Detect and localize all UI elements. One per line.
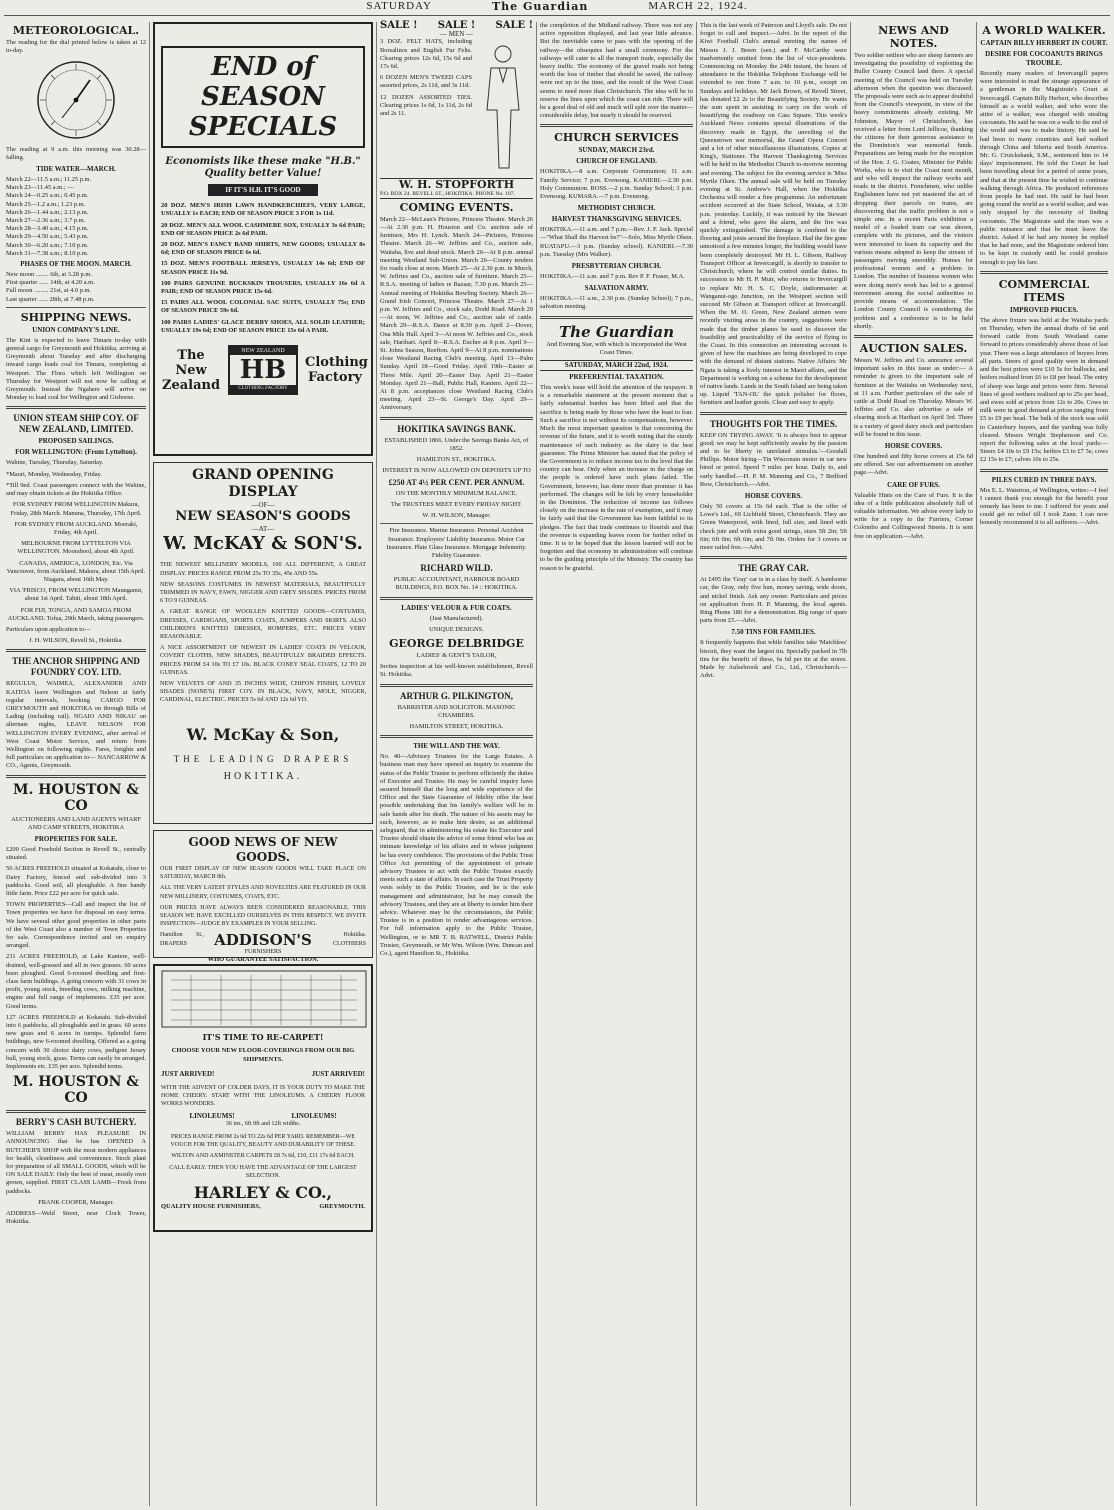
tide-heading: TIDE WATER—MARCH. xyxy=(36,165,116,174)
note: *Till 9ed. Coast passengers connect with the Wahine, and may obtain tickets at the Hokitika Office. xyxy=(6,481,146,498)
local-news: This is the last week of Paterson and Lloyd's sale. Do not forget to call and inspect.—Advt. In the report of the Kiwi Football Club's annual meeting the names of Messrs J. J. Breen (sen.) and F. McCarthy were inadvertently omitted from the list of vice-presidents. Commencing on Monday the 24th instant, the hours of attendance in the Hokitika Telephone Exchange will be extended to run from 7 a.m. to 10 p.m., except on Sundays and holidays. Mr Jack Brown, of Revell Street, has donated £2 2s to the Beautifying Society. He wants the sum spent in assisting to carry on the work of beautifying the roadway on Cass Square. This week's Auckland News contains special illustrations of the discovery made in Egypt, the unveiling of the Queenstown war memorial, the Grand Opera Concert and a lot of other miscellaneous illustrations. Copies at King's, Stationer. The Harvest Thanksgiving Services will be held in the Methodist Church to-morrow morning and evening. The subject for the evening service is 'Miss Myrtle Olsen. The annual sale will be held on Tuesday evening at St. Andrew's Hall, when the Hokitika Orchestra will render a fine programme. An unfortunate accident occurred at the State School, Waiata, at 3.30 p.m. yesterday. Luckily, it was noticed by the Stewart and a friend, who gave the alarm, and the fire was quickly extinguished. The damage is confined to the flooring and joists around the fireplace. Had the fire gone unnoticed a few minutes longer, the building would have been completely destroyed. Mr H. L. Gibson, Railway Transport Officer at Invercargill, is shortly to transfer to Christchurch, where he will control similar duties. In succession to Mr H. P. Muir, who returns to Invercargill to replace Mr. H. S. C. Doyle, stationmaster at Wanganui-ogo Junction, on the Westport section will succeed Mr Gibson at Transport officer at Invercargill. When the M. O. Green, New Zealand airmen were recently visiting areas in the country, suggestions were made that the timber planes be used to discover the feasibility and practicability of the service of flying to the Coast. In this connection an interesting account is given of how the machines are being developed to cope with the demand of distant stations. Native Affairs: Mr Ngata is taking a lively interest in Maori affairs, and the Department is working on a scheme for the development of native lands. Lands in the South Island are being taken up. Liquid 'TAN-OL' the quick polisher for floors, furniture and leather goods. Clean and easy to apply. xyxy=(700,22,847,407)
berry-sig: FRANK COOPER, Manager. xyxy=(38,1198,114,1206)
hb-band: NEW ZEALAND xyxy=(230,347,296,355)
bank-est: ESTABLISHED 1866. Under the Savings Banks Act, of 1852. xyxy=(384,436,529,452)
of-label: —OF— xyxy=(251,501,275,509)
lino-row xyxy=(161,1112,365,1120)
salvation-body: HOKITIKA.—11 a.m., 2.30 p.m. (Sunday School); 7 p.m., salvation meeting. xyxy=(540,295,693,311)
economists-slogan: Economists like these make "H.B." Quality better Value! xyxy=(165,156,361,179)
piles-body: Mrs E. L. Waterton, of Wellington, writes:—I feel I cannot thank you enough for the benefit your remedy has been to me. I suffered for years and could get no relief till I took Zann. I can now honestly recommend it to all sufferers.—Advt. xyxy=(980,486,1108,527)
berry-body: WILLIAM BERRY HAS PLEASURE IN ANNOUNCING that he has OPENED A BUTCHER'S SHOP with the most modern appliances for health, cleanliness and convenience. Stock plant for preparation of all SMALL GOODS, which will be ON SALE DAILY. Only the best of meat, mostly own grown, supplied. FIRST CLASS LAMB—Fresh from paddocks. xyxy=(6,1130,146,1195)
church-date: SUNDAY, MARCH 23rd. xyxy=(578,146,655,155)
will-body: No. 40—Advisory Trustees for the Large Estates. A business man may have opened an inquiry to examine the status of the Public Trustee to perform efficiently the duties of Executor and Trustee. He may be careful inquiry have assured himself that the long and wide experience of the Office and the State Guarantee of fidelity offer the best possible undertaking that his family's welfare will be in safe hands after his death. The nature of his assets may be such, however, as to make him desire, as an additional safeguard, that in administering his estate his Executor and Trustee should obtain the advice of some friend who has an intimate knowledge of his affairs and in whose judgment he has every confidence. The provisions of the Public Trust Office Act permitting of the appointment of private advisory Trustees to act with the Public Trustee exactly meets such a state of affairs. In such case the Trust Property vests solely in the Public Trustee, and he is the sole management and administrator, but he may consult the advisory Trustees, and they are at liberty to tender him their advice. Whatever may be the circumstances, the Public Trustee is in a position to render advantageous services. For full information apply to the Public Trustee, Wellington, or to MR T. B. RATWELL, District Public Trustee, Greymouth, or Mr Wm. Wilson (Wm. Duncan and Co.), agent Hamilton St., Hokitika. xyxy=(380,753,533,958)
prop-127: 127 ACRES FREEHOLD at Kokatahi. Sub-divided into 6 paddocks, all ploughable and in grass. 60 acres new grass and 6 acres in turnips. Splendid farm buildings, new 6-roomed dwelling. Offered as a going concern with 30 choice dairy cows, pedigree Jersey bull, young stock, grass. Terms can easily be arranged. Implements etc. £35 per acre. Splendid terms. xyxy=(6,1013,146,1071)
mckay-item: NEW VELVETS OF AND 35 INCHES WIDE, CHIFON FINISH, LOVELY SHADES (NONE'S) FIRST COY. IN BLACK, NAVY, MOLE, NIGGER, CARDINAL, ELECTRIC. PRICES 5s 6d AND 12s 6d YD. xyxy=(160,680,366,704)
new-season-goods: NEW SEASON'S GOODS xyxy=(175,509,351,525)
guardian-date: SATURDAY, MARCH 22nd, 1924. xyxy=(540,360,693,371)
masthead-date: MARCH 22, 1924. xyxy=(648,0,748,12)
addison-left: Hamilton St., DRAPERS xyxy=(160,932,204,947)
special-item: 15 PAIRS ALL WOOL COLONIAL SAC SUITS, USUALLY 75s; END OF SEASON PRICE 59s 6d. xyxy=(161,299,365,315)
men-label: — MEN — xyxy=(439,30,474,39)
methodist-body: HOKITIKA.—11 a.m. and 7 p.m.—Rev. J. F. Jack. Special—"What Shall the Harvest be?"—Solo, Miss Myrtle Olsen. RUATAPU.—3 p.m. (Sunday school). KANIERI.—7.30 p.m. Tuesday (Mrs Walker). xyxy=(540,226,693,258)
column-5 xyxy=(700,22,847,1506)
berry-addr: ADDRESS—Weld Street, near Clock Tower, Hokitika. xyxy=(6,1210,146,1226)
tins-body: It frequently happens that while families take 'Matchless' biscuit, they want the largest tin. Specially packed in 7lb tins for the benefit of these, 6s 6d per tin at the stores. Made by Aulsebrook and Co., Ltd., Christchurch.—Advt. xyxy=(700,639,847,680)
tide-row: March 30—6.20 a.m.; 7.10 p.m. xyxy=(6,241,89,249)
just-arrived: JUST ARRIVED! xyxy=(311,1069,365,1078)
special-item: 20 DOZ. MEN'S FANCY BAND SHIRTS, NEW GOODS; USUALLY 8s 6d; END OF SEASON PRICE 6s 6d. xyxy=(161,241,365,257)
carpet-illustration xyxy=(161,970,367,1028)
particulars: Particulars upon application to— xyxy=(6,625,91,633)
fiji: FOR FIJI, TONGA, AND SAMOA FROM AUCKLAND. Tofua, 29th March, taking passengers. xyxy=(7,606,145,622)
moon-row: Full moon ......... 21st, at 4.0 p.m. xyxy=(6,287,92,295)
mckay-item: A GREAT RANGE OF WOOLLEN KNITTED GOODS—COSTUMES, DRESSES, CARDIGANS, SPORTS COATS, JUMPERS AND SKIRTS. ALSO CHILDREN'S KNITTED DRESSES, ROMPERS, ETC. PRICES VERY REASONABLE. xyxy=(160,608,366,641)
column-rule xyxy=(149,22,150,1506)
hb-logo xyxy=(228,345,298,395)
richard-wild: RICHARD WILD. xyxy=(420,563,493,574)
town-props: TOWN PROPERTIES—Call and inspect the list of Town properties we have for disposal on easy terms. We have several other good properties in other parts of the West Coast also a number of Town Properties for sale. Correspondence invited and on enquiry arranged. xyxy=(6,901,146,950)
sale-word: SALE ! xyxy=(437,20,476,31)
end-of-season-title: END of SEASON SPECIALS xyxy=(161,46,365,148)
walker-sub2: DESIRE FOR COCOANUTS BRINGS TROUBLE. xyxy=(985,50,1103,67)
continued-text: the completion of the Midland railway. There was not any active opposition displayed, and last year little advance. But the inevitable came to pass with the opening of the railway—the obsequies had a small ceremony. For the railways will cater to all the transport trade, especially the heavy traffic. The economy of the gravel roads not being worth the loss of timber that should be saved, the railway were not up to the time, and the result of the West Coast seems to need more than Christchurch. The idea will be to reserve the lines upon which the coast can ride. There will be a good deal of old and much will split over the matter—considerable delay, but nearly it should be reserved. xyxy=(540,22,693,120)
furs-heading: CARE OF FURS. xyxy=(887,480,940,489)
news-notes-heading: NEWS AND NOTES. xyxy=(878,24,949,50)
recarpet: IT'S TIME TO RE-CARPET! xyxy=(202,1032,324,1043)
column-rule xyxy=(536,22,537,1506)
hb-footer xyxy=(161,345,368,395)
addison-sign xyxy=(160,931,366,947)
column-4 xyxy=(540,22,693,1506)
gray-heading: THE GRAY CAR. xyxy=(738,563,809,574)
special-item: 100 PAIRS GENUINE BUCKSKIN TROUSERS, USUALLY 16s 6d A PAIR; END OF SEASON PRICE 15s 6d. xyxy=(161,279,365,296)
methodist-heading: METHODIST CHURCH. xyxy=(577,204,656,213)
column-rule xyxy=(696,22,697,1506)
colder-days: WITH THE ADVENT OF COLDER DAYS, IT IS YOUR DUTY TO MAKE THE HOME CHEERY. START WITH THE LINOLEUMS. A CHEERY FLOOR WORKS WONDERS. xyxy=(161,1085,365,1108)
harley-sub-left: QUALITY HOUSE FURNISHERS, xyxy=(161,1203,261,1211)
column-7 xyxy=(980,22,1108,1506)
moon-row: Last quarter ...... 28th, at 7.48 p.m. xyxy=(6,295,95,303)
shipping-heading: SHIPPING NEWS. xyxy=(20,310,132,324)
thoughts-body: KEEP ON TRYING AWAY. 'It is always best to appear good; we may be kept sufficiently awake by the passion and to be liberty in unrelated stimulus.'—Goodall Phillips. Motor hiring—Tin Wisconsin motor in car new hired or petrol. Speed 7 miles per hour. Daily to, and early handled.—H. P. M. Manning and Co., 7 Bedford Row, Christchurch.—Advt. xyxy=(700,431,847,488)
maori: *Maori, Monday, Wednesday, Friday. xyxy=(6,470,102,478)
presbyterian-body: HOKITIKA.—11 a.m. and 7 p.m. Rev P. F. Fraser, M.A. xyxy=(540,273,685,281)
gn-line: OUR PRICES HAVE ALWAYS BEEN CONSIDERED REASONABLE. THIS SEASON WE HAVE EXCELLED OURSELVES IN THIS RESPECT. WE INVITE INSPECTION—JUDGE BY EXAMPLES IN YOUR SELLING. xyxy=(160,904,366,928)
will-heading: THE WILL AND THE WAY. xyxy=(413,742,500,751)
addison-guarantee: WHO GUARANTEE SATISFACTION. xyxy=(207,956,319,964)
prop-231: 231 ACRES FREEHOLD, at Lake Kaniere, well-drained, well-grassed and all in two grasses. 60 acres been ploughed. Good 6-roomed dwelling and first-class farm buildings. A going concern with 31 cows in profit, young stock, breeding cows, milking machine, engine and full range of implements. £35 per acre. Good terms. xyxy=(6,953,146,1010)
lino-label: LINOLEUMS! xyxy=(189,1111,235,1120)
mckay-item: THE NEWEST MILLINERY MODELS, 100 ALL DIFFERENT, A GREAT DISPLAY. PRICES RANGE FROM 25s TO 35s, 45s AND 55s. xyxy=(160,561,366,577)
auction-body: Messrs W. Jeffries and Co. announce several important sales in this issue as under:— A reminder is given to the important sale of furniture at the Waitaha on Wednesday next, at 11 a.m. Further particulars of the sale of cattle at Dodd Road on Thursday. Messrs W. Jeffries and Co. also advertise a sale of clearing stock at Harihari on April 3rd. There is a variety of good dairy stock and particulars will be found in this issue. xyxy=(854,356,973,438)
addison-sub: FURNISHERS xyxy=(244,948,282,955)
news-notes-body: Two soldier settlers who are sheep farmers are investigating the possibility of exploiting the Buller County Council land there. A special meeting of the Council was held on Tuesday afternoon when the question was discussed. The proposals were such as to appear doubtful from the Council's viewpoint, in view of the heavy commitments already existing. Mr Johnston, Mayor of Christchurch, has received a letter from Lord Jellicoe, thanking the citizens for their generous assistance to the Dominion's war memorial funds. Preparations are being made for the reception of the Hon. J. G. Coates, Minister for Public Works, who is to visit the Coast next month, and who will inspect the railway works and roads in the district. Frenchmen, who unlike Englishmen have not yet mastered the art of dropping their parcels on trams, are discovering that the traffic problem is not a simple one. In a recent Paris exhibition a model of a loaded tram car was shown, complete with its pictures, and the visitors were interested to learn its capacity and the various means adopted to keep the stream of passengers moving smoothly. Homes for professional women and a problem in London. The number of business women who were doing men's work has led to a general movement among the social authorities to provide means of accommodation. The London County Council is considering the problem and a conference is to be held shortly. xyxy=(854,52,973,330)
houston-heading: M. HOUSTON & CO xyxy=(13,781,139,814)
harley-sub-right: GREYMOUTH. xyxy=(319,1203,365,1211)
pil-addr: HAMILTON STREET, HOKITIKA. xyxy=(409,722,504,730)
hb-right-text: Clothing Factory xyxy=(305,355,368,386)
for-wellington: FOR WELLINGTON: (From Lyttelton). xyxy=(15,448,137,457)
covers-body: One hundred and fifty horse covers at 15s 6d are offered. See our advertisement on another page.—Advt. xyxy=(854,452,973,477)
salvation-heading: SALVATION ARMY. xyxy=(584,284,649,293)
sydney-wellington: FOR SYDNEY FROM WELLINGTON Makura, Friday, 28th March. Manuna, Thursday, 17th April. xyxy=(10,501,142,517)
masthead xyxy=(4,0,1110,16)
piles-heading: PILES CURED IN THREE DAYS. xyxy=(991,475,1097,484)
covers-heading: HORSE COVERS. xyxy=(884,441,943,450)
delbridge-sub: LADIES' & GENT'S TAILOR, xyxy=(416,651,497,659)
tide-table xyxy=(6,176,146,258)
thoughts-heading: THOUGHTS FOR THE TIMES. xyxy=(709,418,838,429)
hb-mark: HB xyxy=(239,355,287,386)
delbridge: GEORGE DELBRIDGE xyxy=(389,636,524,650)
tide-row: March 25—1.2 a.m.; 1.23 p.m. xyxy=(6,200,86,208)
church-heading: CHURCH SERVICES xyxy=(554,131,679,145)
sale-word: SALE ! xyxy=(495,20,533,31)
prop-50: 50 ACRES FREEHOLD situated at Kokatahi, close to Dairy Factory, fenced and sub-divided into 3 paddocks. Good soil, all ploughable. A fine handy little farm. Price £22 per acre for quick sale. xyxy=(6,865,146,897)
wild-sub: PUBLIC ACCOUNTANT, HARBOUR BOARD BUILDINGS, P.O. BOX No. 14 :: HOKITIKA. xyxy=(393,576,520,592)
auction-heading: AUCTION SALES. xyxy=(859,341,968,355)
special-item: 100 PAIRS LADIES' GLACE DERBY SHOES, ALL SOLID LEATHER; USUALLY 19s 6d; END OF SEASON PRICE 15s 6d A PAIR. xyxy=(161,318,365,334)
improved-prices: IMPROVED PRICES. xyxy=(1009,305,1079,314)
harley-ad xyxy=(153,964,373,1232)
union-body: The Kini is expected to leave Timaru to-day with general cargo for Greymouth and Hokitika, arriving at Greymouth about Tuesday and after discharging inward cargo loads coal for Timaru, completing at Westport. The Flora which left Wellington on Thursday for Westport will not now be calling at Greymouth. Instead the Ngahere will arrive on Monday to load coal for Wellington and Gisborne. xyxy=(6,336,146,402)
guardian-title: The Guardian xyxy=(559,322,674,341)
houston-sub: AUCTIONEERS AND LAND AGENTS WHARF AND CAMP STREETS, HOKITIKA xyxy=(11,815,141,831)
choose: CHOOSE YOUR NEW FLOOR-COVERINGS FROM OUR BIG SHIPMENTS. xyxy=(171,1047,355,1063)
stopforth-addr: P.O. BOX 24. REVELL ST., HOKITIKA. PHONE No. 107. xyxy=(380,190,533,199)
column-2 xyxy=(153,22,373,1506)
mckay-ad xyxy=(153,462,373,824)
guardian-sub: And Evening Star, with which is incorporated the West Coast Times. xyxy=(546,340,687,356)
masthead-day: SATURDAY xyxy=(366,0,432,12)
sale-banner xyxy=(380,22,533,30)
canada: CANADA, AMERICA, LONDON, Etc. Via Vancouver, from Auckland. Makura, about 15th April. Niagara, about 16th May. xyxy=(6,559,146,583)
mckay-sign: W. McKay & Son, xyxy=(186,724,340,744)
gn-line: ALL THE VERY LATEST STYLES AND NOVELTIES ARE FEATURED IN OUR NEW MILLINERY, COSTUMES, COATS, ETC. xyxy=(160,885,366,900)
wahine: Wahine, Tuesday, Thursday, Saturday. xyxy=(6,459,104,467)
world-walker-heading: A WORLD WALKER. xyxy=(982,24,1106,37)
union-heading: UNION COMPANY'S LINE. xyxy=(32,325,120,334)
gray-body: At £495 the 'Gray' car is in a class by itself. A handsome car, the Gray, only five hun, money saving, wide doors, and nickel finish. Ask any owner. Particulars and prices on application from H. P. Manning, the local agents. Ring Phone 186 for a demonstration. Big range of spare parts from £5.—Advt. xyxy=(700,576,847,625)
coe-heading: CHURCH OF ENGLAND. xyxy=(576,157,657,166)
anchor-body: REGULUS, WAIMEA, ALEXANDER AND KAITOA leave Wellington and Nelson at fairly regular intervals, booking CARGO FOR GREYMOUTH and HOKITIKA on through Bills of Lading (including rail). NGAIO AND NIKAU on alternate nights, LEAVE NELSON FOR WELLINGTON EVERY EVENING, after arrival of West Coast Motor Service, and return from Wellington on following nights. Fares, freights and full particulars on application to— NANCARROW & CO., Agents, Greymouth. xyxy=(6,680,146,770)
hb-good-tag: IF IT'S H.B. IT'S GOOD xyxy=(208,184,318,196)
meteo-reading: The reading at 9 a.m. this morning was 30.28—falling. xyxy=(6,145,146,161)
horse-heading: HORSE COVERS. xyxy=(744,491,803,500)
props-heading: PROPERTIES FOR SALE. xyxy=(34,834,118,843)
special-item: 20 DOZ. MEN'S ALL WOOL CASHMERE SOX, USUALLY 3s 6d PAIR; END OF SEASON PRICE 2s 6d PAIR. xyxy=(161,221,365,237)
addison-title: ADDISON'S xyxy=(214,930,312,949)
hb-specials-ad xyxy=(153,22,373,456)
bank-interest: INTEREST IS NOW ALLOWED ON DEPOSITS UP TO xyxy=(382,467,531,475)
column-3 xyxy=(380,22,533,1506)
pref-heading: PREFERENTIAL TAXATION. xyxy=(569,373,664,382)
sydney-auckland: FOR SYDNEY FROM AUCKLAND. Moeraki, Friday, 4th April. xyxy=(14,520,138,536)
harley-title: HARLEY & CO., xyxy=(193,1183,333,1203)
bank-amount: £250 AT 4½ PER CENT. PER ANNUM. xyxy=(388,477,525,487)
pilkington: ARTHUR G. PILKINGTON, xyxy=(399,690,514,701)
addison-ad xyxy=(153,830,373,964)
horse-body: Only 50 covers at 15s 6d each. That is the offer of Lowe's Ltd., 69 Lichfield Street, Christchurch. They are Green Waterproof, with lined, full size, and lined with check jute and with extra good strings, sizes 5ft 2in; 5ft 6in; 6ft 0in; 6ft 6in; and 7ft 0in. Orders for 3 covers or more railed free.—Advt. xyxy=(700,502,847,551)
mckay-item: A NICE ASSORTMENT OF NEWEST IN LADIES' COATS IN VELOUR, COVERT CLOTHS, NEW SHADES, BEAUTIFULLY BRAIDED EFFECTS. PRICES FROM £4 10s TO £7 10s. BLACK CONEY SEAL COATS, 12 TO 20 GUINEAS. xyxy=(160,644,366,676)
just-arrived-row xyxy=(161,1070,365,1078)
tide-row: March 31—7.38 a.m.; 8.10 p.m. xyxy=(6,249,89,257)
pil-sub: BARRISTER AND SOLICITOR. MASONIC CHAMBERS. xyxy=(397,703,516,719)
mckay-item: NEW SEASONS COSTUMES IN NEWEST MATERIALS, BEAUTIFULLY TRIMMED IN NAVY, FAWN, NIGGER AND GREY SHADES. PRICES FROM 6 TO 9 GUINEAS. xyxy=(160,580,366,605)
moon-heading: PHASES OF THE MOON. MARCH. xyxy=(20,260,132,269)
column-6 xyxy=(854,22,973,1506)
trustees: The TRUSTEES MEET EVERY FRIDAY NIGHT. xyxy=(390,500,523,508)
commercial-heading: COMMERCIAL ITEMS xyxy=(998,277,1090,304)
sale-items xyxy=(380,38,533,178)
meteorological-heading: METEOROLOGICAL. xyxy=(12,24,140,37)
good-news: GOOD NEWS OF NEW GOODS. xyxy=(188,835,338,864)
column-rule xyxy=(850,22,851,1506)
grand-opening: GRAND OPENING DISPLAY xyxy=(192,467,334,500)
walker-sub: CAPTAIN BILLY HERBERT IN COURT. xyxy=(980,39,1108,47)
coming-events: COMING EVENTS. xyxy=(399,200,514,214)
harley-sub xyxy=(161,1203,365,1211)
tide-row: March 22—11.5 a.m.; 11.25 p.m. xyxy=(6,176,92,184)
hb-sub: CLOTHING FACTORY xyxy=(230,385,296,393)
masthead-title: The Guardian xyxy=(492,0,589,13)
lino-label: LINOLEUMS! xyxy=(291,1111,337,1120)
at-label: —AT— xyxy=(251,525,275,534)
usco-heading: UNION STEAM SHIP COY. OF NEW ZEALAND, LIMITED. xyxy=(13,413,139,435)
moon-row: New moon ........ 6th, at 3.28 p.m. xyxy=(6,271,92,279)
sale-item: 6 DOZEN MEN'S TWEED CAPS assorted prices, 2s 11d, and 3s 11d. xyxy=(380,74,472,90)
bank-balance: ON THE MONTHLY MINIMUM BALANCE. xyxy=(395,489,518,497)
call-early: CALL EARLY. THEN YOU HAVE THE ADVANTAGE OF THE LARGEST SELECTION. xyxy=(169,1164,357,1179)
tide-row: March 28—3.40 a.m.; 4.15 p.m. xyxy=(6,225,89,233)
sale-word: SALE ! xyxy=(380,20,418,31)
bank-manager: W. H. WILSON, Manager. xyxy=(422,512,491,520)
sale-item: 12 DOZEN ASSORTED TIES. Clearing prices 1s 6d, 1s 11d, 2s 6d and 2s 11. xyxy=(380,93,472,118)
lino-price: PRICES RANGE FROM 2s 6d TO 22s 6d PER YARD. REMEMBER—WE VOUCH FOR THE QUALITY, BEAUTY AND DURABILITY OF THESE. xyxy=(170,1134,356,1149)
furs-body: Valuable Hints on the Care of Furs. It is the idea of a little publication absolutely full of valuable information. We advise every lady to write for a copy to the Furriers, Corner Colombo and Collingwood Streets. It is sent free on application.—Advt. xyxy=(854,491,973,540)
column-rule xyxy=(976,22,977,1506)
bank-addr: HAMILTON ST., HOKITIKA. xyxy=(416,456,497,464)
column-1 xyxy=(6,22,146,1506)
melbourne: MELBOURNE FROM LYTTELTON VIA WELLINGTON. Moorabool, about 4th April. xyxy=(17,540,135,556)
wilton: WILTON AND AXMINSTER CARPETS £8 7s 6d, £10, £11 17s 6d EACH. xyxy=(171,1153,355,1160)
tins-heading: 7.50 TINS FOR FAMILIES. xyxy=(731,628,816,637)
hokitika: HOKITIKA. xyxy=(223,770,303,782)
sale-item: 3 DOZ. FELT HATS, including Borsalinos and English Fur Felts. Clearing prices 12s 6d, 15s 6d and 17s 6d. xyxy=(380,38,472,71)
barometer-dial xyxy=(6,58,146,142)
column-rule xyxy=(376,22,377,1506)
insurance: Fire Insurance. Marine Insurance. Personal Accident Insurance. Employers' Liability Insurance. Motor Car Insurance. Plate Glass Insurance. Mortgage Indemnity. Fidelity Guarantee. xyxy=(386,527,527,559)
commercial-body: The above fixture was held at the Waitaha yards on Thursday, when the annual drafts of fat and forward cattle from South Westland came forward to prices considerably above those of last year. There was a large attendance of buyers from all parts. Steers of good quality were in demand and the best prices were £10 5s for bullocks, and heifers realised from £6 to £8 per head. The entry of sheep was large and prices were firm. Several lines of good wethers realised up to 25s per head, and ewes sold at prices from 12s to 20s. Cows in milk were in good demand at prices ranging from £5 to £9 per head. The bulk of the stock was sold to Canterbury buyers, and the yarding was fully cleared. Messrs Wright Stephenson and Co. report the following sales at the local yards:—Steers £4 10s to £9 15s; heifers £3 to £7 5s; cows £2 15s to £7; calves 10s to 25s. xyxy=(980,316,1108,464)
houston-footer: M. HOUSTON & CO xyxy=(13,1074,139,1107)
berry-heading: BERRY'S CASH BUTCHERY. xyxy=(15,1117,137,1128)
frisco: VIA 'FRISCO, FROM WELLINGTON Maunganui, about 1st April. Tahiti, about 18th April. xyxy=(9,587,143,603)
moon-row: First quarter ...... 14th, at 4.20 a.m. xyxy=(6,279,95,287)
gn-line: OUR FIRST DISPLAY OF NEW SEASON GOODS WILL TAKE PLACE ON SATURDAY, MARCH 8th. xyxy=(160,866,366,881)
just-arrived: JUST ARRIVED! xyxy=(161,1069,215,1078)
tide-row: March 29—4.50 a.m.; 5.43 p.m. xyxy=(6,233,89,241)
ladies-coats: LADIES' VELOUR & FUR COATS. xyxy=(401,603,512,612)
meteo-intro: The reading for the dial printed below is taken at 12 to-day. xyxy=(6,39,146,55)
stopforth: W. H. STOPFORTH xyxy=(380,178,533,189)
presbyterian-heading: PRESBYTERIAN CHURCH. xyxy=(571,262,662,271)
mckay-title: W. McKAY & SON'S. xyxy=(163,533,363,555)
prop-200: £200 Good Freehold Section in Revell St., centrally situated. xyxy=(6,845,146,862)
coe-body: HOKITIKA.—8 a.m. Corporate Communion; 11 a.m. Family Service; 7 p.m. Evensong. KANIERI.—2.30 p.m. Holy Communion. ROSS.—2 p.m. Sunday School; 3 p.m. Evensong. KUMARA.—7 p.m. Evensong. xyxy=(540,168,693,201)
lino-widths: 36 ins., 6ft 9ft and 12ft widths. xyxy=(225,1120,301,1127)
special-item: 15 DOZ. MEN'S FOOTBALL JERSEYS, USUALLY 14s 6d; END OF SEASON PRICE 11s 9d. xyxy=(161,260,365,276)
tide-row: March 24—0.25 a.m.; 0.45 p.m. xyxy=(6,192,89,200)
leading-drapers: THE LEADING DRAPERS xyxy=(173,753,353,764)
just-mfd: (Just Manufactured). xyxy=(429,614,484,622)
harvest-heading: HARVEST THANKSGIVING SERVICES. xyxy=(551,215,682,224)
man-figure-illustration xyxy=(477,40,529,172)
delbridge-body: Invites inspection at his well-known establishment, Revell St. Hokitika. xyxy=(380,663,533,679)
agent: J. H. WILSON, Revell St., Hokitika. xyxy=(29,637,123,645)
unique: UNIQUE DESIGNS. xyxy=(429,625,484,633)
anchor-heading: THE ANCHOR SHIPPING AND FOUNDRY COY. LTD. xyxy=(12,656,140,678)
events-list: March 22—McLean's Pictures, Princess Theatre. March 26—At 2.30 p.m. H. Houston and Co. auction sale of furniture, Mrs H. Lynch. March 24—Pictures, Princess Theatre. March 26—W. Jeffries and Co., auction sale, Waitaha, live and dead stock. March 26—At 8 p.m. annual meeting Westland Sub-Union. March 26—County tenders for roads close at noon. March 25—At 2.30 p.m. in Murch, W. Jeffries and Co., auction sale of furniture. March 25—R.S.A. meeting of ladies re Bazaar, 7.30 p.m. March 25—Annual meeting of Hokitika Bowling Society. March 26—Grand Irish Concert, Princess Theatre. March 27—At 1 p.m. W. Jeffries and Co., stock sale, Dodd Road. March 29—At noon, W. Jeffries and Co., auction sale of cattle. March 29—R.S.A. Dance at 8.30 p.m. April 2—Dover, Oua Mile Hall. April 3—At noon W. Jeffries and Co., stock sale, Harihari. April 8—R.S.A. Euchre at 8 p.m. April 9—St. Johns Season, Reefton. April 9—At 8 p.m. nominations close Westland Racing Club's meeting. April 13—Palm Sunday. April 18—Good Friday. April 19th—Easter at Three Mile. April 20—Easter Day. April 21—Easter Monday. April 21—Ball, Public Hall, Kaniere. April 22—At 8 p.m. acceptances close Westland Racing Club's meeting. April 23—St. George's Day. April 29—Anniversary. xyxy=(380,215,533,412)
pref-body: This week's issue will hold the attention of the taxpayer. It is a remarkable statement at the present moment that a fairly substantial burden has been lifted and that the sacrifice is being made by those who have the least to fear. Such a sacrifice is not without its compensations, however. Much the most important question is that concerning the revenue of the future, and it is worth noting that the sturdy maintenance of such industry as the dairy is the best guarantee. The Prime Minister has stated that the policy of the Government is to reduce income tax to the level that the country can bear. Only when an increase in the charge on the people is ordered have such plans failed. The Government, however, has done more than promise: it has performed. The changes will be felt by every householder in the Dominion. The reduction of income tax follows closely on the increase in the rate of exemption, and it may be fairly said that the Government has been faithful to its pledges. The fact that trade continues to flourish and that the revenue is expanding leaves room for further relief in time. It is to be hoped that the lesson learned will not be forgotten and that economy in administration will continue to be the guiding principle of the Ministry. The country has reason to be grateful. xyxy=(540,384,693,572)
savings-bank: HOKITIKA SAVINGS BANK. xyxy=(397,423,516,434)
hb-left-text: The New Zealand xyxy=(161,347,221,393)
tide-row: March 23—11.45 a.m.; — xyxy=(6,184,74,192)
sailings-heading: PROPOSED SAILINGS. xyxy=(38,437,114,446)
walker-body: Recently many readers of Invercargill papers were interested to read the strange appearance of a gentleman in the Magistrate's Court at Invercargill. Captain Billy Herbert, who describes himself as a world walker, and who wore the attire of a walker, was charged with stealing cocoanuts. He said he was on a walk to the end of the world and was to make history. He said he had been to many countries and had walked through China and Siberia and South America. Mr. G. Cruickshank, S.M., sentenced him to 14 days' imprisonment. He told the Court he had been travelling about for a period of some years, and that at the present time he wished to continue walking through Africa. He produced references from people he had met. He said he had been going round the world as a world walker, and was only stopped by the necessity of finding cocoanuts. The Magistrate said the man was a public nuisance and that he must leave the district. Asked if he had any money he replied that he had none, and the Magistrate ordered him to be kept in custody until he could produce enough to pay his fare. xyxy=(980,70,1108,266)
tide-row: March 26—1.44 a.m.; 2.13 p.m. xyxy=(6,208,89,216)
tide-row: March 27—2.36 a.m.; 3.7 p.m. xyxy=(6,217,86,225)
addison-right: Hokitika. CLOTHIERS xyxy=(333,932,366,947)
special-item: 20 DOZ. MEN'S IRISH LAWN HANDKERCHIEFS, VERY LARGE, USUALLY 1s EACH; END OF SEASON PRICE 3 FOR 1s 11d. xyxy=(161,202,365,218)
